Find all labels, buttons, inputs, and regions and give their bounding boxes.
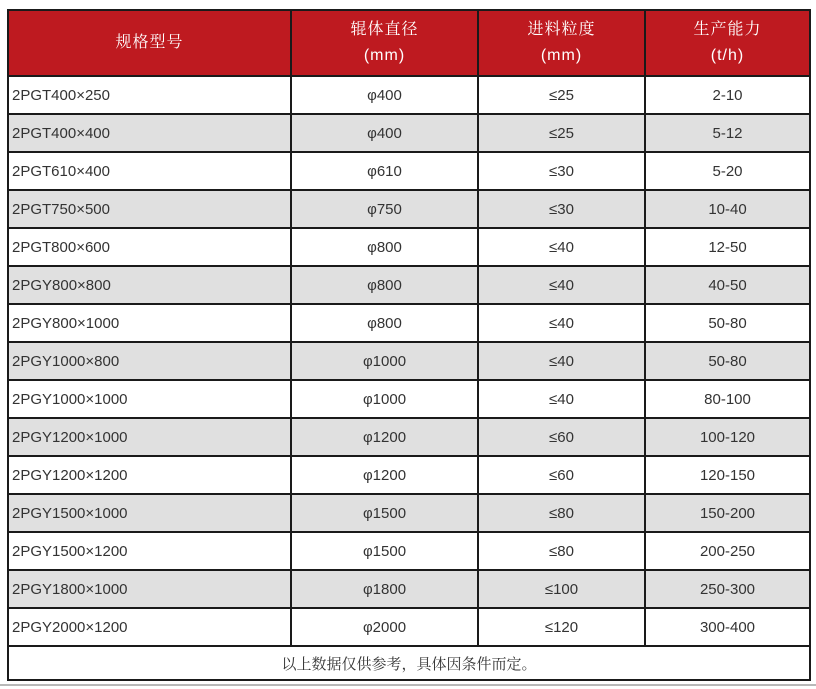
table-footer	[8, 646, 810, 680]
column-header-unit: (mm)	[540, 47, 583, 64]
table-row	[8, 570, 810, 608]
header-row	[8, 10, 810, 76]
value-cell: φ800	[291, 266, 478, 304]
table-row	[8, 532, 810, 570]
value-cell: 12-50	[645, 228, 810, 266]
model-cell: 2PGY1000×1000	[8, 380, 291, 418]
column-header	[291, 10, 478, 76]
table-row	[8, 608, 810, 646]
value-cell: ≤40	[478, 304, 645, 342]
value-cell: φ610	[291, 152, 478, 190]
model-cell: 2PGT610×400	[8, 152, 291, 190]
value-cell: φ1000	[291, 342, 478, 380]
value-cell: 5-20	[645, 152, 810, 190]
table-row	[8, 342, 810, 380]
value-cell: 50-80	[645, 304, 810, 342]
column-header-label: 生产能力	[693, 20, 762, 38]
value-cell: ≤60	[478, 418, 645, 456]
model-cell: 2PGY1200×1200	[8, 456, 291, 494]
spec-table-frame	[7, 9, 811, 681]
column-header-label: 进料粒度	[527, 20, 596, 38]
table-row	[8, 380, 810, 418]
bottom-shadow-line	[0, 684, 816, 686]
value-cell: 200-250	[645, 532, 810, 570]
column-header	[478, 10, 645, 76]
value-cell: φ1000	[291, 380, 478, 418]
value-cell: ≤30	[478, 152, 645, 190]
model-cell: 2PGY800×800	[8, 266, 291, 304]
value-cell: 300-400	[645, 608, 810, 646]
column-header-label: 规格型号	[115, 33, 184, 51]
value-cell: φ1500	[291, 532, 478, 570]
column-header-label: 辊体直径	[350, 20, 419, 38]
value-cell: φ800	[291, 228, 478, 266]
value-cell: φ800	[291, 304, 478, 342]
value-cell: ≤120	[478, 608, 645, 646]
table-row	[8, 266, 810, 304]
model-cell: 2PGY1500×1000	[8, 494, 291, 532]
value-cell: ≤25	[478, 114, 645, 152]
value-cell: φ2000	[291, 608, 478, 646]
footnote-row	[8, 646, 810, 680]
table-row	[8, 228, 810, 266]
footnote: 以上数据仅供参考，具体因条件而定。	[8, 646, 810, 680]
value-cell: 100-120	[645, 418, 810, 456]
value-cell: 2-10	[645, 76, 810, 114]
value-cell: ≤25	[478, 76, 645, 114]
model-cell: 2PGT400×250	[8, 76, 291, 114]
model-cell: 2PGY800×1000	[8, 304, 291, 342]
value-cell: φ400	[291, 76, 478, 114]
value-cell: ≤80	[478, 532, 645, 570]
model-cell: 2PGY1200×1000	[8, 418, 291, 456]
table-row	[8, 418, 810, 456]
value-cell: 120-150	[645, 456, 810, 494]
model-cell: 2PGY2000×1200	[8, 608, 291, 646]
value-cell: ≤40	[478, 342, 645, 380]
value-cell: 10-40	[645, 190, 810, 228]
value-cell: ≤80	[478, 494, 645, 532]
table-row	[8, 190, 810, 228]
value-cell: 150-200	[645, 494, 810, 532]
model-cell: 2PGY1500×1200	[8, 532, 291, 570]
value-cell: φ1500	[291, 494, 478, 532]
value-cell: ≤40	[478, 380, 645, 418]
model-cell: 2PGY1000×800	[8, 342, 291, 380]
value-cell: ≤40	[478, 266, 645, 304]
spec-table	[7, 9, 811, 681]
value-cell: ≤60	[478, 456, 645, 494]
value-cell: 40-50	[645, 266, 810, 304]
table-row	[8, 456, 810, 494]
value-cell: φ750	[291, 190, 478, 228]
value-cell: φ1200	[291, 418, 478, 456]
value-cell: 80-100	[645, 380, 810, 418]
table-row	[8, 152, 810, 190]
value-cell: 5-12	[645, 114, 810, 152]
table-row	[8, 494, 810, 532]
table-header	[8, 10, 810, 76]
value-cell: φ1200	[291, 456, 478, 494]
model-cell: 2PGT800×600	[8, 228, 291, 266]
table-row	[8, 76, 810, 114]
column-header-unit: (t/h)	[710, 47, 745, 64]
column-header	[8, 10, 291, 76]
table-row	[8, 114, 810, 152]
value-cell: φ400	[291, 114, 478, 152]
model-cell: 2PGY1800×1000	[8, 570, 291, 608]
value-cell: ≤40	[478, 228, 645, 266]
table-row	[8, 304, 810, 342]
value-cell: ≤30	[478, 190, 645, 228]
model-cell: 2PGT400×400	[8, 114, 291, 152]
value-cell: 250-300	[645, 570, 810, 608]
value-cell: ≤100	[478, 570, 645, 608]
value-cell: φ1800	[291, 570, 478, 608]
column-header	[645, 10, 810, 76]
model-cell: 2PGT750×500	[8, 190, 291, 228]
column-header-unit: (mm)	[363, 47, 406, 64]
value-cell: 50-80	[645, 342, 810, 380]
